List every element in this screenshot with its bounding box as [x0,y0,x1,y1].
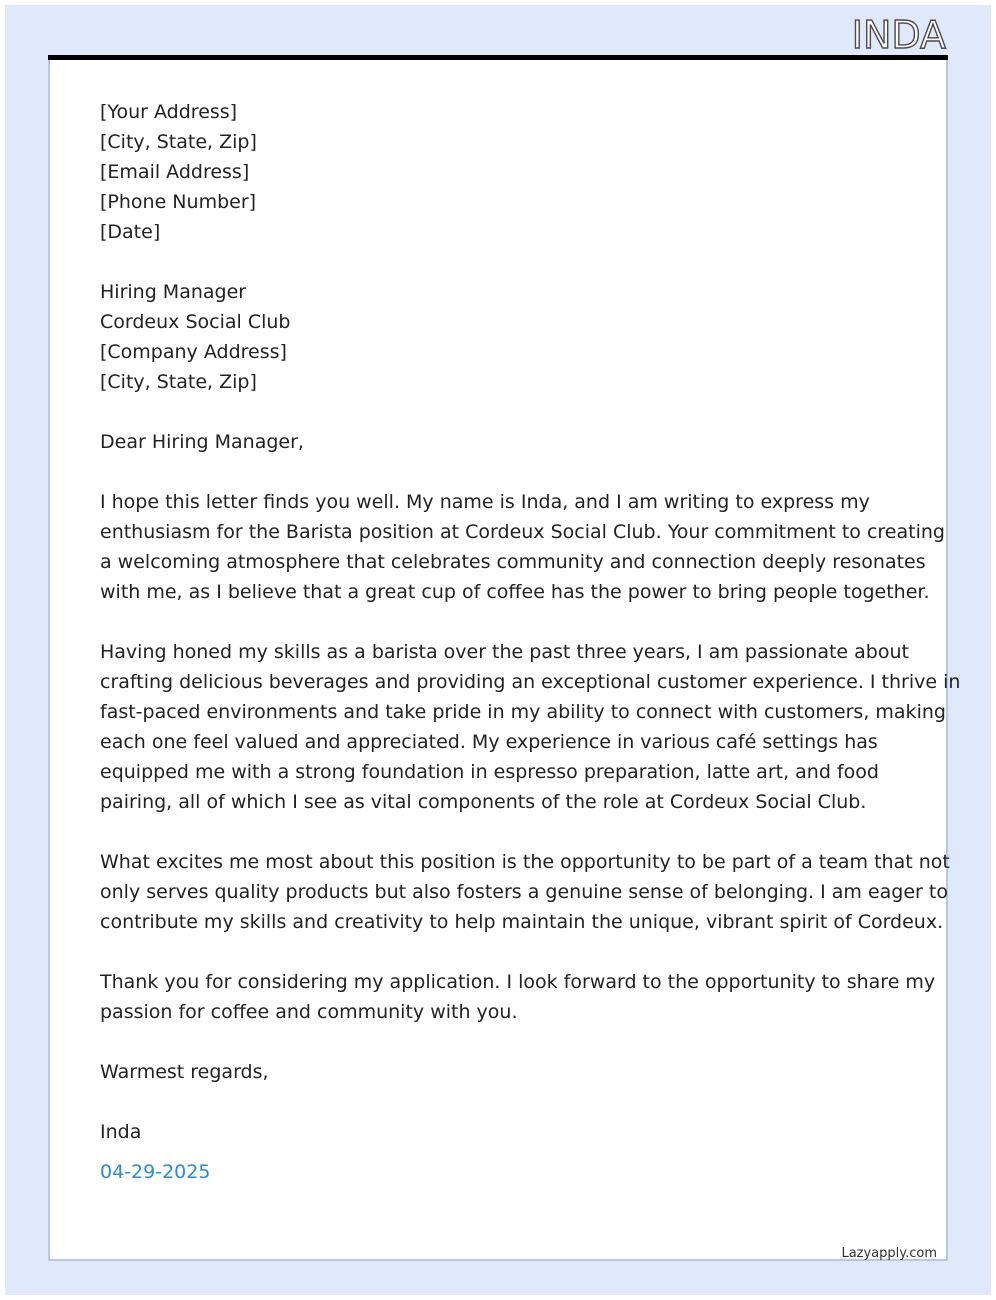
paragraph-line: pairing, all of which I see as vital components of the role at Cordeux Social Club. [100,791,867,813]
sender-email: [Email Address] [100,161,250,183]
signature-block [100,1117,900,1187]
paragraph-line: only serves quality products but also fosters a genuine sense of belonging. I am eager to [100,881,948,903]
signature-date: 04-29-2025 [100,1161,211,1183]
paragraph-line: I hope this letter finds you well. My name is Inda, and I am writing to express my [100,491,870,513]
cover-letter [100,97,961,1187]
closing-block [100,1057,900,1087]
sender-city: [City, State, Zip] [100,131,257,153]
closing: Warmest regards, [100,1061,269,1083]
paragraph-line: Thank you for considering my application. I look forward to the opportunity to share my [100,971,936,993]
footer-watermark: Lazyapply.com [841,1246,937,1261]
body-paragraph-1 [100,487,945,607]
paragraph-line: passion for coffee and community with you. [100,1001,518,1023]
sender-phone: [Phone Number] [100,191,257,213]
paragraph-line: What excites me most about this position is the opportunity to be part of a team that not [100,851,950,873]
sender-address: [Your Address] [100,101,238,123]
body-paragraph-4 [100,967,936,1027]
body-paragraph-3 [100,847,950,937]
salutation: Dear Hiring Manager, [100,431,304,453]
recipient-title: Hiring Manager [100,281,247,303]
recipient-address: [Company Address] [100,341,287,363]
paragraph-line: crafting delicious beverages and providing an exceptional customer experience. I thrive in [100,671,961,693]
paragraph-line: enthusiasm for the Barista position at Cordeux Social Club. Your commitment to creating [100,521,945,543]
recipient-company: Cordeux Social Club [100,311,291,333]
signature-name: Inda [100,1121,142,1143]
recipient-city: [City, State, Zip] [100,371,257,393]
paragraph-line: contribute my skills and creativity to help maintain the unique, vibrant spirit of Cordeux. [100,911,944,933]
body-paragraph-2 [100,637,961,817]
salutation-block [100,427,900,457]
recipient-block [100,277,900,397]
paragraph-line: Having honed my skills as a barista over the past three years, I am passionate about [100,641,909,663]
header-rule [48,55,948,60]
paragraph-line: each one feel valued and appreciated. My experience in various café settings has [100,731,878,753]
paragraph-line: a welcoming atmosphere that celebrates community and connection deeply resonates [100,551,926,573]
logo: INDA [851,13,946,57]
sender-block [100,97,900,247]
sender-date: [Date] [100,221,161,243]
paragraph-line: fast-paced environments and take pride in my ability to connect with customers, making [100,701,946,723]
paragraph-line: with me, as I believe that a great cup of coffee has the power to bring people together. [100,581,930,603]
paragraph-line: equipped me with a strong foundation in espresso preparation, latte art, and food [100,761,879,783]
